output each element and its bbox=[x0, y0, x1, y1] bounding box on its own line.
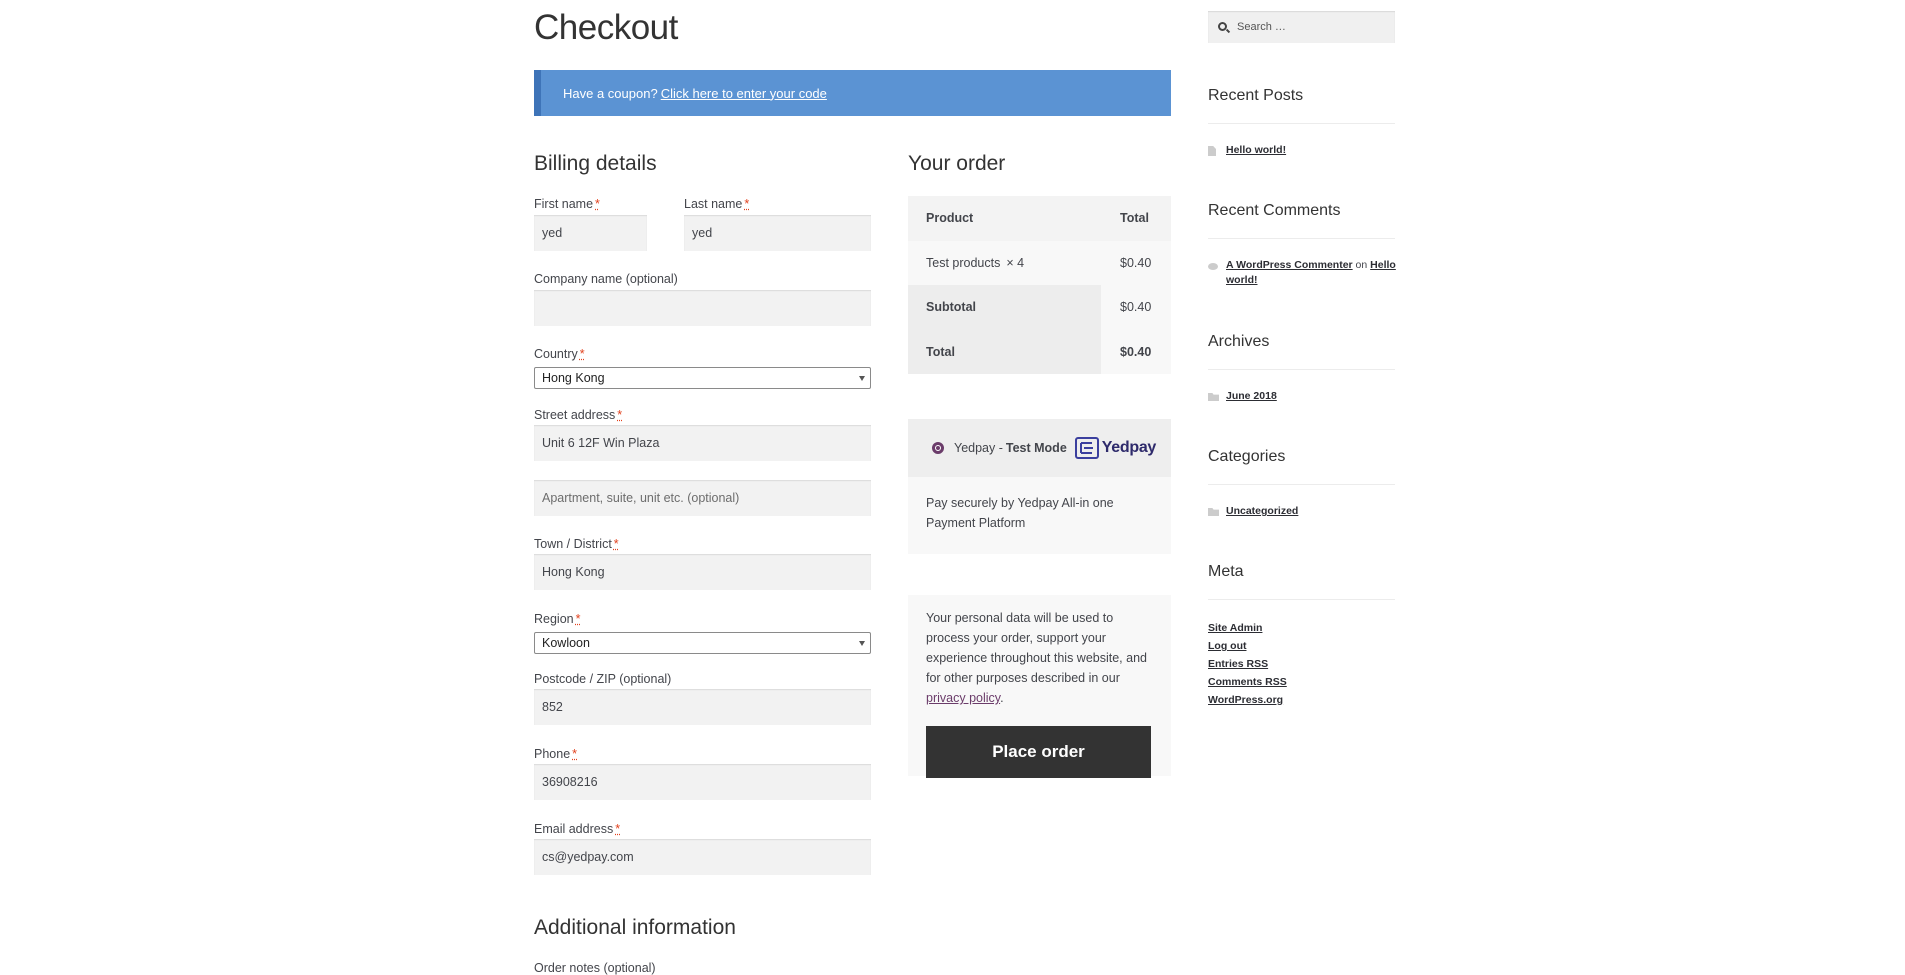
email-label: Email address * bbox=[534, 822, 621, 836]
folder-icon bbox=[1208, 508, 1219, 516]
meta-link-entries-rss[interactable]: Entries RSS bbox=[1208, 658, 1269, 670]
payment-description: Pay securely by Yedpay All-in one Payment Platform bbox=[908, 477, 1171, 554]
yedpay-logo-text: Yedpay bbox=[1101, 439, 1157, 456]
product-header: Product bbox=[926, 211, 974, 226]
payment-radio[interactable] bbox=[932, 442, 944, 454]
subtotal-value: $0.40 bbox=[1101, 285, 1171, 330]
coupon-notice bbox=[534, 70, 1171, 116]
page-title: Checkout bbox=[534, 8, 678, 47]
country-label: Country * bbox=[534, 347, 585, 361]
apartment-input[interactable]: Apartment, suite, unit etc. (optional) bbox=[534, 480, 871, 516]
country-select[interactable] bbox=[534, 367, 871, 389]
category-link[interactable]: Uncategorized bbox=[1226, 505, 1299, 517]
street-label: Street address * bbox=[534, 408, 623, 422]
street-input[interactable]: Unit 6 12F Win Plaza bbox=[534, 425, 871, 461]
place-order-box bbox=[908, 595, 1171, 776]
privacy-policy-link[interactable]: privacy policy bbox=[926, 691, 1001, 705]
recent-comment: A WordPress Commenter on Hello world! bbox=[1226, 259, 1396, 286]
item-total: $0.40 bbox=[1101, 241, 1171, 286]
region-label: Region * bbox=[534, 612, 581, 626]
search-placeholder: Search … bbox=[1237, 21, 1286, 33]
postcode-input[interactable]: 852 bbox=[534, 689, 871, 725]
meta-link-log-out[interactable]: Log out bbox=[1208, 640, 1247, 652]
table-header bbox=[908, 196, 1171, 241]
archives-title: Archives bbox=[1208, 333, 1395, 370]
region-value: Kowloon bbox=[542, 636, 590, 650]
phone-label: Phone * bbox=[534, 747, 578, 761]
last-name-label: Last name * bbox=[684, 197, 750, 211]
recent-posts-title: Recent Posts bbox=[1208, 87, 1395, 124]
item-cell bbox=[908, 241, 1101, 286]
total-row bbox=[908, 330, 1171, 375]
coupon-link[interactable]: Click here to enter your code bbox=[660, 85, 827, 101]
first-name-input[interactable]: yed bbox=[534, 215, 647, 251]
place-order-button[interactable]: Place order bbox=[926, 726, 1151, 778]
folder-icon bbox=[1208, 393, 1219, 401]
order-table bbox=[908, 196, 1171, 374]
subtotal-row bbox=[908, 285, 1171, 330]
total-header: Total bbox=[1120, 211, 1149, 226]
email-input[interactable]: cs@yedpay.com bbox=[534, 839, 871, 875]
recent-comments-title: Recent Comments bbox=[1208, 202, 1395, 239]
country-value: Hong Kong bbox=[542, 371, 605, 385]
additional-info-title: Additional information bbox=[534, 916, 736, 939]
postcode-label: Postcode / ZIP (optional) bbox=[534, 672, 672, 686]
yedpay-logo-icon bbox=[1075, 437, 1099, 459]
table-row bbox=[908, 241, 1171, 286]
meta-title: Meta bbox=[1208, 563, 1395, 600]
document-icon bbox=[1208, 146, 1216, 156]
payment-methods bbox=[908, 419, 1171, 554]
order-notes-label: Order notes (optional) bbox=[534, 961, 656, 975]
chevron-down-icon bbox=[859, 641, 865, 646]
meta-link-site-admin[interactable]: Site Admin bbox=[1208, 622, 1263, 634]
comment-icon bbox=[1208, 263, 1218, 270]
total-label: Total bbox=[908, 330, 1101, 375]
first-name-label: First name * bbox=[534, 197, 600, 211]
town-label: Town / District * bbox=[534, 537, 619, 551]
company-label: Company name (optional) bbox=[534, 272, 678, 286]
archive-link[interactable]: June 2018 bbox=[1226, 390, 1277, 402]
total-value: $0.40 bbox=[1101, 330, 1171, 375]
subtotal-label: Subtotal bbox=[908, 285, 1101, 330]
item-name: Test products bbox=[926, 255, 1001, 270]
recent-post-link[interactable]: Hello world! bbox=[1226, 144, 1287, 156]
billing-title: Billing details bbox=[534, 152, 657, 175]
privacy-text: Your personal data will be used to process your order, support your experience throughout this website, and for other purposes described in our privacy policy. bbox=[926, 611, 1147, 705]
your-order-title: Your order bbox=[908, 152, 1006, 175]
comment-author-link[interactable]: A WordPress Commenter bbox=[1226, 259, 1353, 271]
yedpay-logo bbox=[1075, 437, 1156, 459]
search-input[interactable] bbox=[1208, 11, 1395, 43]
payment-method-prefix: Yedpay - bbox=[954, 441, 1003, 455]
item-qty: × 4 bbox=[1006, 255, 1025, 270]
search-icon bbox=[1218, 22, 1227, 31]
region-select[interactable] bbox=[534, 632, 871, 654]
meta-link-wordpress-org[interactable]: WordPress.org bbox=[1208, 694, 1284, 706]
chevron-down-icon bbox=[859, 376, 865, 381]
last-name-input[interactable]: yed bbox=[684, 215, 871, 251]
phone-input[interactable]: 36908216 bbox=[534, 764, 871, 800]
payment-method-yedpay[interactable] bbox=[908, 419, 1171, 477]
comment-post-link[interactable]: Hello world! bbox=[1226, 259, 1396, 286]
coupon-text: Have a coupon? bbox=[563, 85, 658, 101]
town-input[interactable]: Hong Kong bbox=[534, 554, 871, 590]
categories-title: Categories bbox=[1208, 448, 1395, 485]
company-input[interactable] bbox=[534, 290, 871, 326]
meta-link-comments-rss[interactable]: Comments RSS bbox=[1208, 676, 1287, 688]
payment-method-mode: Test Mode bbox=[1005, 441, 1067, 455]
